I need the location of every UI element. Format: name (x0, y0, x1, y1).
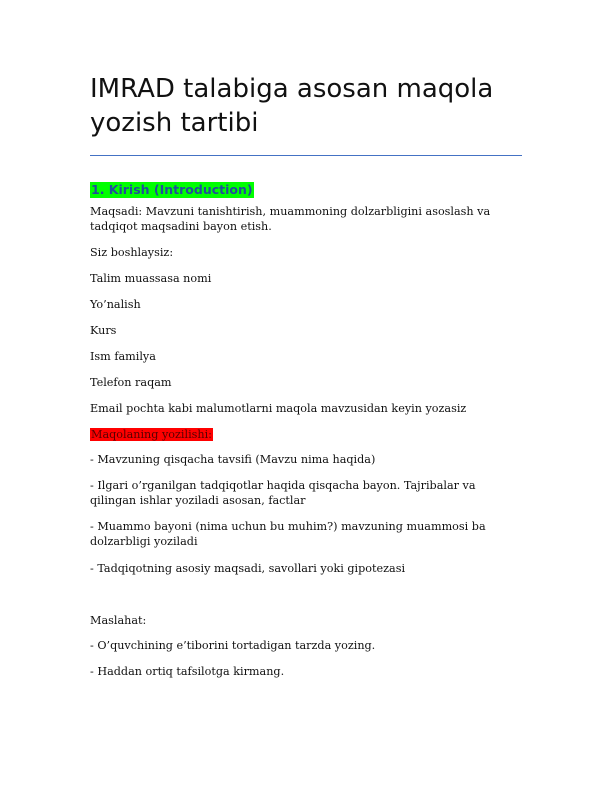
title-divider (90, 155, 522, 156)
advice-item: - Haddan ortiq tafsilotga kirmang. (90, 665, 285, 678)
email-note: Email pochta kabi malumotlarni maqola mavzusidan keyin yozasiz (90, 402, 467, 415)
field-direction: Yo’nalish (90, 298, 141, 311)
content-label: Maqolaning yozilishi: (91, 428, 212, 441)
content-item: - Mavzuning qisqacha tavsifi (Mavzu nima haqida) (90, 453, 376, 466)
field-institution: Talim muassasa nomi (90, 272, 212, 285)
content-label-line (90, 427, 522, 442)
content-item: - Muammo bayoni (nima uchun bu muhim?) mavzuning muammosi ba dolzarbligi yoziladi (90, 520, 486, 548)
purpose-paragraph: Maqsadi: Mavzuni tanishtirish, muammoning dolzarbligini asoslash va tadqiqot maqsadini bayon etish. (90, 205, 491, 233)
start-label: Siz boshlaysiz: (90, 246, 174, 259)
field-course: Kurs (90, 324, 117, 337)
advice-label: Maslahat: (90, 614, 147, 627)
field-name: Ism familya (90, 350, 156, 363)
advice-item: - O’quvchining e’tiborini tortadigan tarzda yozing. (90, 639, 376, 652)
document-title: IMRAD talabiga asosan maqola yozish tartibi (90, 74, 494, 138)
content-item: - Tadqiqotning asosiy maqsadi, savollari yoki gipotezasi (90, 562, 406, 575)
field-phone: Telefon raqam (90, 376, 172, 389)
content-item: - Ilgari o’rganilgan tadqiqotlar haqida qisqacha bayon. Tajribalar va qilingan ishlar yoziladi asosan, factlar (90, 479, 476, 507)
section-heading-introduction: 1. Kirish (Introduction) (91, 182, 253, 197)
